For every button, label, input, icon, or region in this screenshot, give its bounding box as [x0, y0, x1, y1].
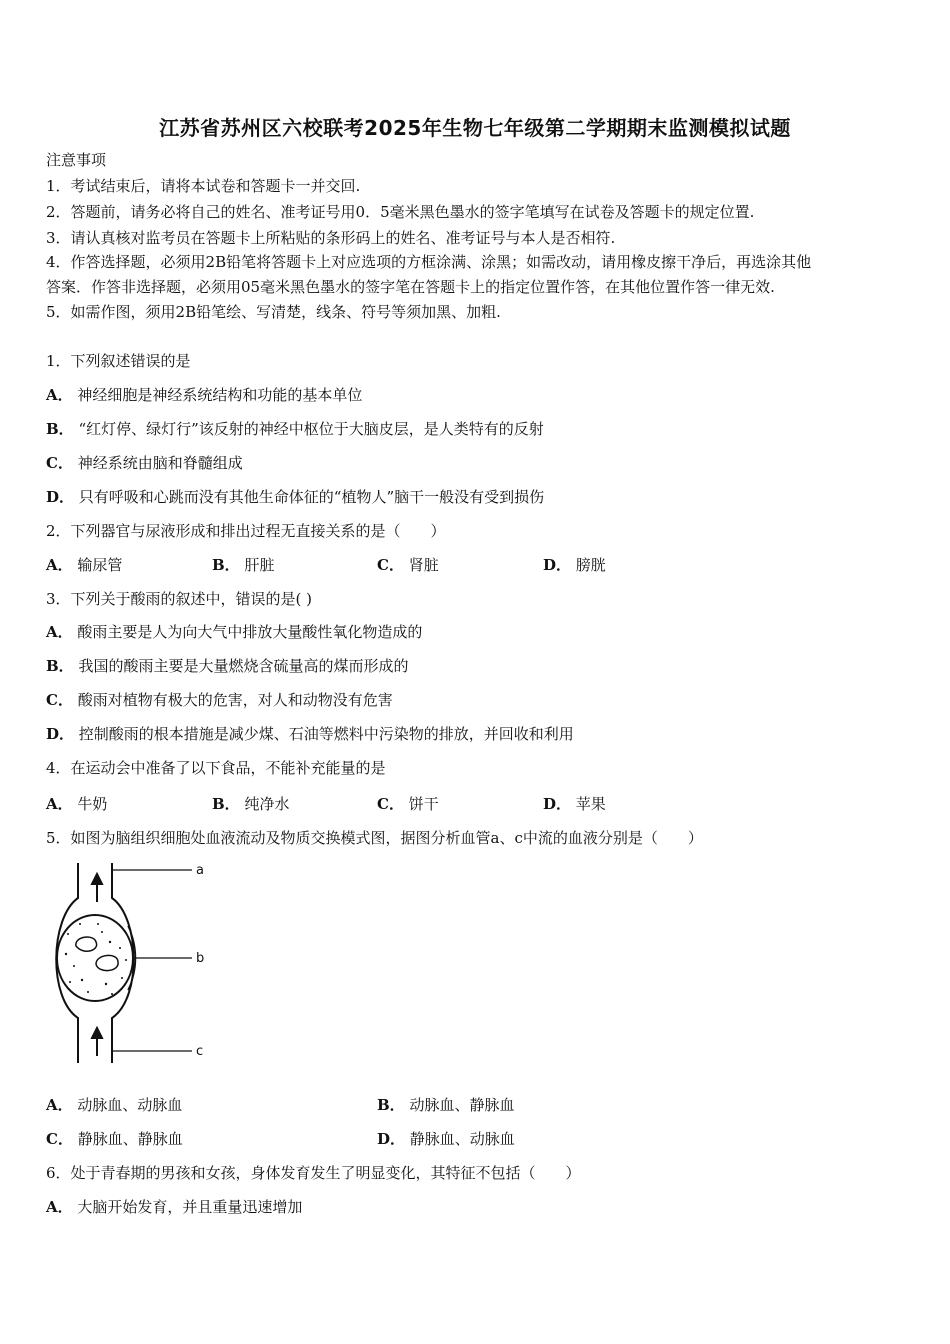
q4-option-c: C． 饼干 — [377, 795, 439, 813]
q3-stem: 3．下列关于酸雨的叙述中，错误的是( ) — [46, 590, 313, 608]
q2-option-b: B． 肝脏 — [212, 556, 275, 574]
q5-option-b: B． 动脉血、静脉血 — [377, 1096, 515, 1114]
cell-nucleus — [96, 955, 118, 970]
tissue-cell — [57, 915, 133, 1001]
q1-stem: 1．下列叙述错误的是 — [46, 352, 191, 370]
notice-item: 2．答题前，请务必将自己的姓名、准考证号用0．5毫米黑色墨水的签字笔填写在试卷及答题卡的规定位置. — [46, 203, 755, 221]
notice-item: 1．考试结束后，请将本试卷和答题卡一并交回. — [46, 177, 361, 195]
q1-option-d: D． 只有呼吸和心跳而没有其他生命体征的“植物人”脑干一般没有受到损伤 — [46, 488, 545, 506]
q4-option-b: B． 纯净水 — [212, 795, 290, 813]
notice-heading: 注意事项 — [46, 151, 107, 169]
q1-option-b: B． “红灯停、绿灯行”该反射的神经中枢位于大脑皮层，是人类特有的反射 — [46, 420, 544, 438]
notice-item: 答案．作答非选择题，必须用05毫米黑色墨水的签字笔在答题卡上的指定位置作答，在其他位置作答一律无效. — [46, 278, 775, 296]
notice-item: 4．作答选择题，必须用2B铅笔将答题卡上对应选项的方框涂满、涂黑；如需改动，请用橡皮擦干净后，再选涂其他 — [46, 253, 812, 271]
vessel-wall-left — [56, 863, 78, 1063]
blood-vessel-diagram — [40, 858, 220, 1068]
page-title: 江苏省苏州区六校联考2025年生物七年级第二学期期末监测模拟试题 — [159, 116, 791, 140]
q5-option-c: C． 静脉血、静脉血 — [46, 1130, 183, 1148]
vessel-wall-right — [112, 863, 134, 1063]
arrow-up-icon — [92, 1028, 102, 1038]
q1-option-c: C． 神经系统由脑和脊髓组成 — [46, 454, 243, 472]
arrow-up-icon — [92, 874, 102, 884]
q3-option-b: B． 我国的酸雨主要是大量燃烧含硫量高的煤而形成的 — [46, 657, 409, 675]
q2-option-d: D． 膀胱 — [543, 556, 606, 574]
q3-option-d: D． 控制酸雨的根本措施是减少煤、石油等燃料中污染物的排放，并回收和利用 — [46, 725, 574, 743]
q1-option-a: A． 神经细胞是神经系统结构和功能的基本单位 — [46, 386, 363, 404]
q6-option-a: A． 大脑开始发育，并且重量迅速增加 — [46, 1198, 303, 1216]
label-c: c — [196, 1044, 204, 1059]
q5-option-a: A． 动脉血、动脉血 — [46, 1096, 183, 1114]
q4-option-a: A． 牛奶 — [46, 795, 108, 813]
q3-option-a: A． 酸雨主要是人为向大气中排放大量酸性氧化物造成的 — [46, 623, 423, 641]
cell-nucleus — [76, 937, 97, 951]
q2-option-c: C． 肾脏 — [377, 556, 439, 574]
q6-stem: 6．处于青春期的男孩和女孩，身体发育发生了明显变化，其特征不包括（ ） — [46, 1164, 581, 1182]
q2-stem: 2．下列器官与尿液形成和排出过程无直接关系的是（ ） — [46, 522, 446, 540]
q4-option-d: D． 苹果 — [543, 795, 606, 813]
label-b: b — [196, 951, 205, 966]
label-a: a — [196, 863, 204, 878]
q4-stem: 4．在运动会中准备了以下食品，不能补充能量的是 — [46, 759, 386, 777]
q5-stem: 5．如图为脑组织细胞处血液流动及物质交换模式图，据图分析血管a、c中流的血液分别是（ ） — [46, 829, 703, 847]
notice-item: 5．如需作图，须用2B铅笔绘、写清楚，线条、符号等须加黑、加粗. — [46, 303, 501, 321]
notice-item: 3．请认真核对监考员在答题卡上所粘贴的条形码上的姓名、准考证号与本人是否相符. — [46, 229, 616, 247]
q3-option-c: C． 酸雨对植物有极大的危害，对人和动物没有危害 — [46, 691, 393, 709]
q2-option-a: A． 输尿管 — [46, 556, 123, 574]
q5-option-d: D． 静脉血、动脉血 — [377, 1130, 515, 1148]
